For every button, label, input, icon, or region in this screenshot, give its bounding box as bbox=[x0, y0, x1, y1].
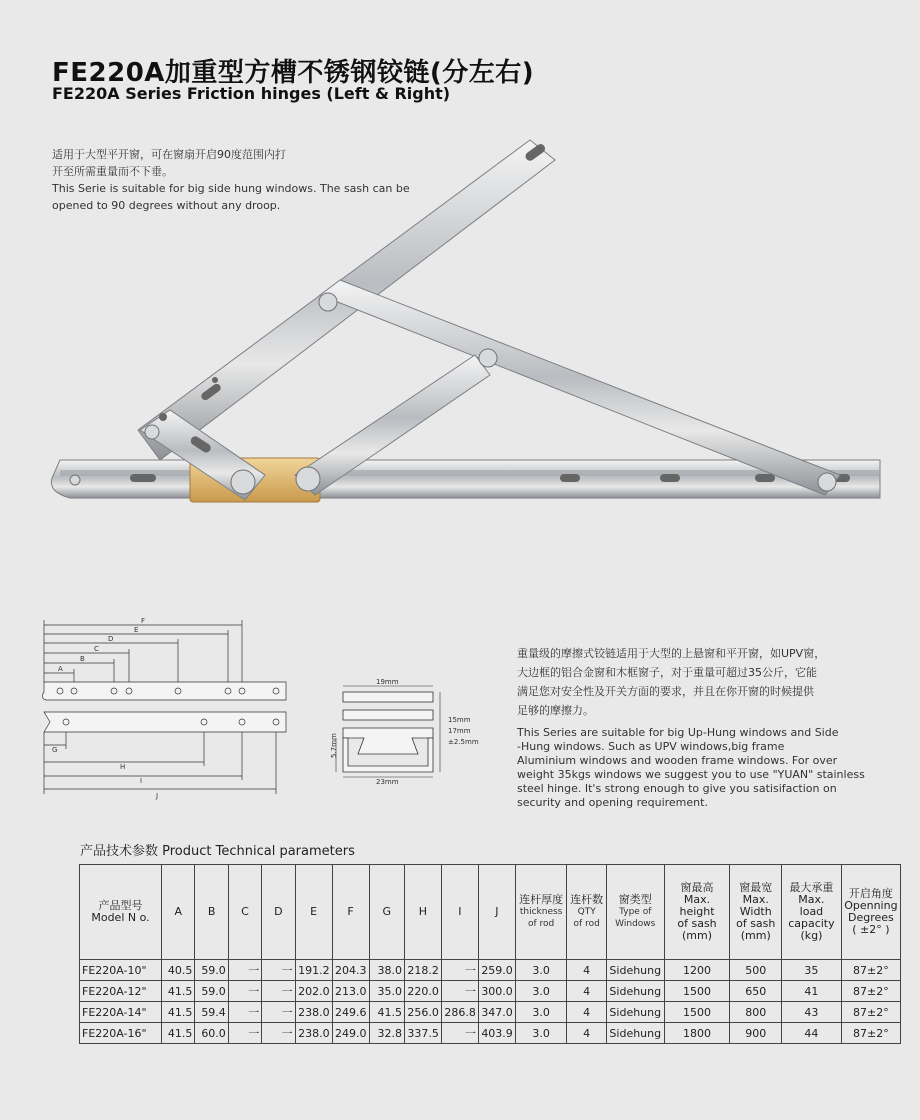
table-cell: 一 bbox=[262, 960, 295, 981]
th-height-en: of sash bbox=[677, 917, 717, 930]
th-load-en: (kg) bbox=[800, 929, 823, 942]
table-cell: 4 bbox=[567, 1002, 606, 1023]
table-cell: 一 bbox=[441, 960, 478, 981]
table-cell: 218.2 bbox=[404, 960, 441, 981]
th-model-cn: 产品型号 bbox=[98, 899, 143, 912]
table-cell: 38.0 bbox=[369, 960, 404, 981]
desc-cn-line: 重量级的摩擦式铰链适用于大型的上悬窗和平开窗，如UPV窗， bbox=[517, 647, 826, 660]
table-cell: Sidehung bbox=[606, 960, 664, 981]
table-cell: FE220A-10" bbox=[80, 960, 162, 981]
table-cell: 220.0 bbox=[404, 981, 441, 1002]
table-cell: 87±2° bbox=[841, 1002, 900, 1023]
table-cell: 3.0 bbox=[515, 981, 567, 1002]
table-cell: FE220A-14" bbox=[80, 1002, 162, 1023]
table-cell: 403.9 bbox=[478, 1023, 515, 1044]
table-header-row bbox=[80, 865, 901, 960]
table-body bbox=[80, 960, 901, 1044]
desc-en-line: Aluminium windows and wooden frame windows. For over bbox=[517, 754, 838, 767]
table-cell: 一 bbox=[441, 1023, 478, 1044]
dim-label-j: J bbox=[156, 792, 159, 800]
table-cell: 256.0 bbox=[404, 1002, 441, 1023]
table-cell: 41.5 bbox=[162, 1002, 195, 1023]
table-cell: 59.4 bbox=[195, 1002, 228, 1023]
table-cell: 249.6 bbox=[332, 1002, 369, 1023]
table-cell: 41.5 bbox=[369, 1002, 404, 1023]
table-cell: 204.3 bbox=[332, 960, 369, 981]
table-cell: 1200 bbox=[664, 960, 730, 981]
table-cell: 35 bbox=[782, 960, 842, 981]
table-cell: 337.5 bbox=[404, 1023, 441, 1044]
th-load-en: capacity bbox=[788, 917, 835, 930]
table-cell: Sidehung bbox=[606, 1002, 664, 1023]
desc-cn-line: 足够的摩擦力。 bbox=[517, 704, 594, 717]
table-row bbox=[80, 960, 901, 981]
table-cell: 87±2° bbox=[841, 1023, 900, 1044]
th-width-en: Max. bbox=[742, 893, 769, 906]
th-qty-cn: 连杆数 bbox=[570, 893, 604, 906]
table-cell: 650 bbox=[730, 981, 782, 1002]
table-cell: 87±2° bbox=[841, 981, 900, 1002]
table-row bbox=[80, 1023, 901, 1044]
description-en bbox=[517, 726, 877, 810]
th-qty bbox=[567, 865, 606, 960]
table-cell: 3.0 bbox=[515, 1023, 567, 1044]
th-height-en: Max. bbox=[683, 893, 711, 906]
table-cell: 一 bbox=[228, 960, 261, 981]
table-cell: 一 bbox=[262, 1002, 295, 1023]
dim-label-d: D bbox=[108, 635, 114, 643]
th-type-en: Type of bbox=[619, 907, 652, 917]
th-qty-en: of rod bbox=[573, 919, 600, 929]
th-height-cn: 窗最高 bbox=[680, 881, 714, 894]
th-d: D bbox=[262, 865, 295, 960]
th-max-load bbox=[782, 865, 842, 960]
th-c: C bbox=[228, 865, 261, 960]
dim-label-i: I bbox=[140, 777, 143, 785]
table-cell: 87±2° bbox=[841, 960, 900, 981]
table-cell: Sidehung bbox=[606, 1023, 664, 1044]
th-h: H bbox=[404, 865, 441, 960]
table-cell: 41 bbox=[782, 981, 842, 1002]
table-cell: 238.0 bbox=[295, 1002, 332, 1023]
table-cell: 44 bbox=[782, 1023, 842, 1044]
table-cell: FE220A-12" bbox=[80, 981, 162, 1002]
dim-label-f: F bbox=[141, 617, 146, 625]
table-cell: 300.0 bbox=[478, 981, 515, 1002]
dim-label-h: H bbox=[120, 763, 126, 771]
table-cell: 259.0 bbox=[478, 960, 515, 981]
desc-en-line: -Hung windows. Such as UPV windows,big frame bbox=[517, 740, 785, 753]
table-cell: 32.8 bbox=[369, 1023, 404, 1044]
table-cell: 249.0 bbox=[332, 1023, 369, 1044]
table-cell: 500 bbox=[730, 960, 782, 981]
table-cell: FE220A-16" bbox=[80, 1023, 162, 1044]
table-cell: 41.5 bbox=[162, 981, 195, 1002]
th-angle-en: Openning bbox=[844, 899, 898, 912]
intro-en-line: This Serie is suitable for big side hung windows. The sash can be bbox=[52, 182, 410, 195]
table-cell: 1500 bbox=[664, 981, 730, 1002]
th-width-en: of sash bbox=[736, 917, 776, 930]
th-width-cn: 窗最宽 bbox=[739, 881, 773, 894]
th-window-type bbox=[606, 865, 664, 960]
desc-cn-line: 大边框的铝合金窗和木框窗子，对于重量可超过35公斤，它能 bbox=[517, 666, 817, 679]
table-cell: 191.2 bbox=[295, 960, 332, 981]
table-cell: 202.0 bbox=[295, 981, 332, 1002]
table-cell: 35.0 bbox=[369, 981, 404, 1002]
cross-dim-2: 17mm bbox=[448, 727, 471, 735]
cross-width-bottom: 23mm bbox=[376, 778, 399, 786]
table-row bbox=[80, 981, 901, 1002]
th-type-cn: 窗类型 bbox=[618, 893, 652, 906]
table-section-title: 产品技术参数 Product Technical parameters bbox=[80, 844, 355, 859]
table-cell: 41.5 bbox=[162, 1023, 195, 1044]
intro-en-line: opened to 90 degrees without any droop. bbox=[52, 199, 281, 212]
table-cell: 347.0 bbox=[478, 1002, 515, 1023]
table-row bbox=[80, 1002, 901, 1023]
cross-dim-1: 15mm bbox=[448, 716, 471, 724]
cross-width-top: 19mm bbox=[376, 678, 399, 686]
th-model bbox=[80, 865, 162, 960]
table-cell: 一 bbox=[441, 981, 478, 1002]
th-type-en: Windows bbox=[615, 919, 656, 929]
th-model-en: Model N o. bbox=[91, 911, 150, 924]
dim-label-c: C bbox=[94, 645, 99, 653]
desc-cn-line: 满足您对安全性及开关方面的要求，并且在你开窗的时候提供 bbox=[517, 685, 814, 698]
th-load-en: Max. bbox=[798, 893, 825, 906]
table-cell: 286.8 bbox=[441, 1002, 478, 1023]
th-height-en: height bbox=[679, 905, 715, 918]
th-width-en: Width bbox=[739, 905, 772, 918]
table-cell: 1800 bbox=[664, 1023, 730, 1044]
table-cell: 800 bbox=[730, 1002, 782, 1023]
th-angle-en: ( ±2° ) bbox=[852, 923, 890, 936]
th-g: G bbox=[369, 865, 404, 960]
page-title-en: FE220A Series Friction hinges (Left & Right) bbox=[52, 84, 451, 103]
page-title-cn: FE220A加重型方槽不锈钢铰链(分左右) bbox=[52, 58, 535, 88]
table-cell: 一 bbox=[228, 1002, 261, 1023]
th-opening-angle bbox=[841, 865, 900, 960]
th-j: J bbox=[478, 865, 515, 960]
th-e: E bbox=[295, 865, 332, 960]
th-thickness bbox=[515, 865, 567, 960]
table-cell: 一 bbox=[262, 1023, 295, 1044]
table-cell: Sidehung bbox=[606, 981, 664, 1002]
hinge-product-illustration bbox=[30, 130, 890, 520]
table-cell: 一 bbox=[228, 981, 261, 1002]
desc-en-line: weight 35kgs windows we suggest you to use "YUAN" stainless bbox=[517, 768, 865, 781]
th-width-en: (mm) bbox=[740, 929, 771, 942]
th-angle-en: Degrees bbox=[848, 911, 894, 924]
cross-height-side: 5.7mm bbox=[330, 733, 338, 758]
th-max-width bbox=[730, 865, 782, 960]
table-cell: 59.0 bbox=[195, 960, 228, 981]
description-cn bbox=[517, 644, 877, 720]
parameters-table bbox=[79, 864, 901, 1044]
desc-en-line: security and opening requirement. bbox=[517, 796, 708, 809]
table-cell: 238.0 bbox=[295, 1023, 332, 1044]
table-cell: 3.0 bbox=[515, 960, 567, 981]
description-text bbox=[517, 644, 877, 810]
dim-label-a: A bbox=[58, 665, 63, 673]
th-max-height bbox=[664, 865, 730, 960]
th-f: F bbox=[332, 865, 369, 960]
th-thickness-en: thickness bbox=[519, 907, 563, 917]
table-cell: 1500 bbox=[664, 1002, 730, 1023]
table-cell: 900 bbox=[730, 1023, 782, 1044]
table-cell: 213.0 bbox=[332, 981, 369, 1002]
dimension-drawing bbox=[36, 612, 291, 802]
table-cell: 40.5 bbox=[162, 960, 195, 981]
dim-label-g: G bbox=[52, 746, 58, 754]
intro-cn-line: 适用于大型平开窗，可在窗扇开启90度范围内打 bbox=[52, 148, 286, 161]
table-cell: 一 bbox=[228, 1023, 261, 1044]
th-height-en: (mm) bbox=[682, 929, 713, 942]
th-load-cn: 最大承重 bbox=[789, 881, 834, 894]
th-angle-cn: 开启角度 bbox=[848, 887, 893, 900]
th-load-en: load bbox=[799, 905, 824, 918]
th-b: B bbox=[195, 865, 228, 960]
th-thickness-en: of rod bbox=[527, 919, 555, 929]
table-cell: 4 bbox=[567, 1023, 606, 1044]
table-cell: 3.0 bbox=[515, 1002, 567, 1023]
table-cell: 43 bbox=[782, 1002, 842, 1023]
cross-section-drawing bbox=[316, 676, 496, 786]
table-cell: 4 bbox=[567, 960, 606, 981]
table-cell: 59.0 bbox=[195, 981, 228, 1002]
th-i: I bbox=[441, 865, 478, 960]
th-qty-en: QTY bbox=[577, 907, 596, 917]
table-cell: 一 bbox=[262, 981, 295, 1002]
desc-en-line: This Series are suitable for big Up-Hung windows and Side bbox=[517, 726, 839, 739]
th-a: A bbox=[162, 865, 195, 960]
intro-cn-line: 开至所需重量而不下垂。 bbox=[52, 165, 173, 178]
dim-label-b: B bbox=[80, 655, 85, 663]
cross-dim-3: ±2.5mm bbox=[448, 738, 479, 746]
th-thickness-cn: 连杆厚度 bbox=[519, 893, 564, 906]
dim-label-e: E bbox=[134, 626, 139, 634]
table-cell: 4 bbox=[567, 981, 606, 1002]
desc-en-line: steel hinge. It's strong enough to give you satisifaction on bbox=[517, 782, 837, 795]
table-cell: 60.0 bbox=[195, 1023, 228, 1044]
